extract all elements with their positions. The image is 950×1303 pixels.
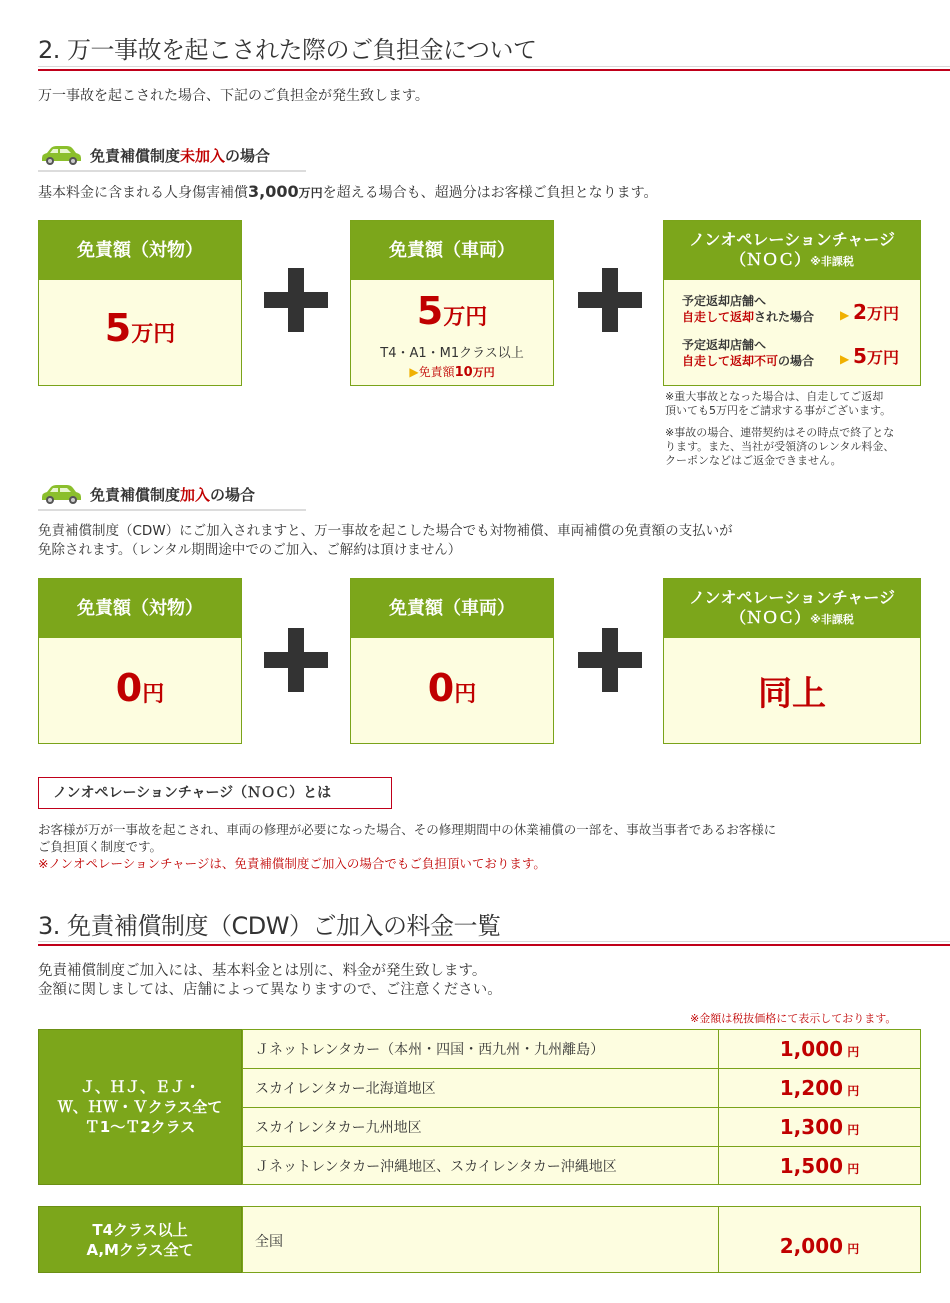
section-3-intro: 免責補償制度ご加入には、基本料金とは別に、料金が発生致します。 金額に関しましては、店舗によって異なりますので、ご注意ください。 <box>38 963 502 998</box>
table-row-area: 全国 <box>242 1206 719 1273</box>
noc-explainer-text: お客様が万が一事故を起こされ、車両の修理が必要になった場合、その修理期間中の休業補償の一部を、事故当事者であるお客様に ご負担頂く制度です。 ※ノンオペレーションチャージは、免責補償制度ご加入の場合でもご負担頂いております。 <box>38 822 777 871</box>
noc-row-1-amount: ▶ 2万円 <box>840 300 899 324</box>
table-row-area: スカイレンタカー北海道地区 <box>242 1068 719 1108</box>
arrow-right-icon: ▶ <box>409 365 419 379</box>
deductible-vehicle-box <box>350 220 554 386</box>
table-row-area: Ｊネットレンタカー（本州・四国・西九州・九州離島） <box>242 1029 719 1069</box>
noc-note-1: ※重大事故となった場合は、自走してご返却 頂いても5万円をご請求する事がございます。 <box>665 390 892 417</box>
deductible-vehicle-sub1: T4・A1・M1クラス以上 <box>380 346 524 361</box>
joined-description: 免責補償制度（CDW）にご加入されますと、万一事故を起こした場合でも対物補償、車両補償の免責額の支払いが 免除されます。（レンタル期間途中でのご加入、ご解約は頂けません） <box>38 523 733 558</box>
joined-vehicle-head: 免責額（車両） <box>351 579 553 638</box>
table-row-price: 1,500 円 <box>718 1146 921 1185</box>
deductible-property-head: 免責額（対物） <box>39 221 241 280</box>
class-group-1: Ｊ、ＨＪ、ＥＪ・ Ｗ、ＨＷ・Ｖクラス全て Ｔ1～Ｔ2クラス <box>38 1029 242 1185</box>
section-3-title: 3. 免責補償制度（CDW）ご加入の料金一覧 <box>38 912 501 940</box>
joined-noc-box <box>663 578 921 744</box>
deductible-property-amount: 5万円 <box>104 306 176 350</box>
noc-row-2-amount: ▶ 5万円 <box>840 344 899 368</box>
table-row-area: Ｊネットレンタカー沖縄地区、スカイレンタカー沖縄地区 <box>242 1146 719 1185</box>
noc-row-2-label: 予定返却店舗へ 自走して返却不可の場合 <box>682 338 815 368</box>
plus-icon <box>264 268 328 332</box>
section-3-rule <box>38 941 950 946</box>
noc-note-2: ※事故の場合、連帯契約はその時点で終了とな ります。また、当社が受領済のレンタル料金、 クーポンなどはご返金できません。 <box>665 426 895 467</box>
joined-vehicle-amount: 0円 <box>427 666 477 710</box>
plus-icon <box>264 628 328 692</box>
joined-label: 免責補償制度加入の場合 <box>90 485 256 504</box>
deductible-vehicle-head: 免責額（車両） <box>351 221 553 280</box>
joined-noc-value: 同上 <box>758 674 826 714</box>
deductible-vehicle-amount: 5万円 <box>416 289 488 333</box>
not-joined-description: 基本料金に含まれる人身傷害補償3,000万円を超える場合も、超過分はお客様ご負担となります。 <box>38 182 658 201</box>
noc-box <box>663 220 921 386</box>
arrow-right-icon: ▶ <box>840 352 854 366</box>
deductible-vehicle-sub2: ▶免責額10万円 <box>409 365 495 380</box>
not-joined-underline <box>38 170 306 172</box>
section-2-rule <box>38 66 950 71</box>
joined-vehicle-box <box>350 578 554 744</box>
table-row-area: スカイレンタカー九州地区 <box>242 1107 719 1147</box>
section-2-title: 2. 万一事故を起こされた際のご負担金について <box>38 36 537 64</box>
joined-property-box <box>38 578 242 744</box>
table-row-price: 2,000 円 <box>718 1206 921 1273</box>
joined-underline <box>38 509 306 511</box>
table-row-price: 1,200 円 <box>718 1068 921 1108</box>
noc-row-1-label: 予定返却店舗へ 自走して返却された場合 <box>682 294 815 324</box>
not-joined-heading <box>38 140 270 170</box>
plus-icon <box>578 268 642 332</box>
joined-property-head: 免責額（対物） <box>39 579 241 638</box>
joined-heading <box>38 479 255 509</box>
noc-head: ノンオペレーションチャージ （ＮＯＣ）※非課税 <box>664 221 920 280</box>
section-2-intro: 万一事故を起こされた場合、下記のご負担金が発生致します。 <box>38 88 429 104</box>
arrow-right-icon: ▶ <box>840 308 854 322</box>
plus-icon <box>578 628 642 692</box>
table-row-price: 1,300 円 <box>718 1107 921 1147</box>
class-group-2: T4クラス以上 A,Mクラス全て <box>38 1206 242 1273</box>
not-joined-label: 免責補償制度未加入の場合 <box>90 146 271 165</box>
car-icon <box>38 143 84 167</box>
noc-explainer-title: ノンオペレーションチャージ（ＮＯＣ）とは <box>38 777 392 809</box>
car-icon <box>38 482 84 506</box>
joined-property-amount: 0円 <box>115 666 165 710</box>
joined-noc-head: ノンオペレーションチャージ （ＮＯＣ）※非課税 <box>664 579 920 638</box>
table-row-price: 1,000 円 <box>718 1029 921 1069</box>
deductible-property-box <box>38 220 242 386</box>
tax-note: ※金額は税抜価格にて表示しております。 <box>690 1012 897 1025</box>
